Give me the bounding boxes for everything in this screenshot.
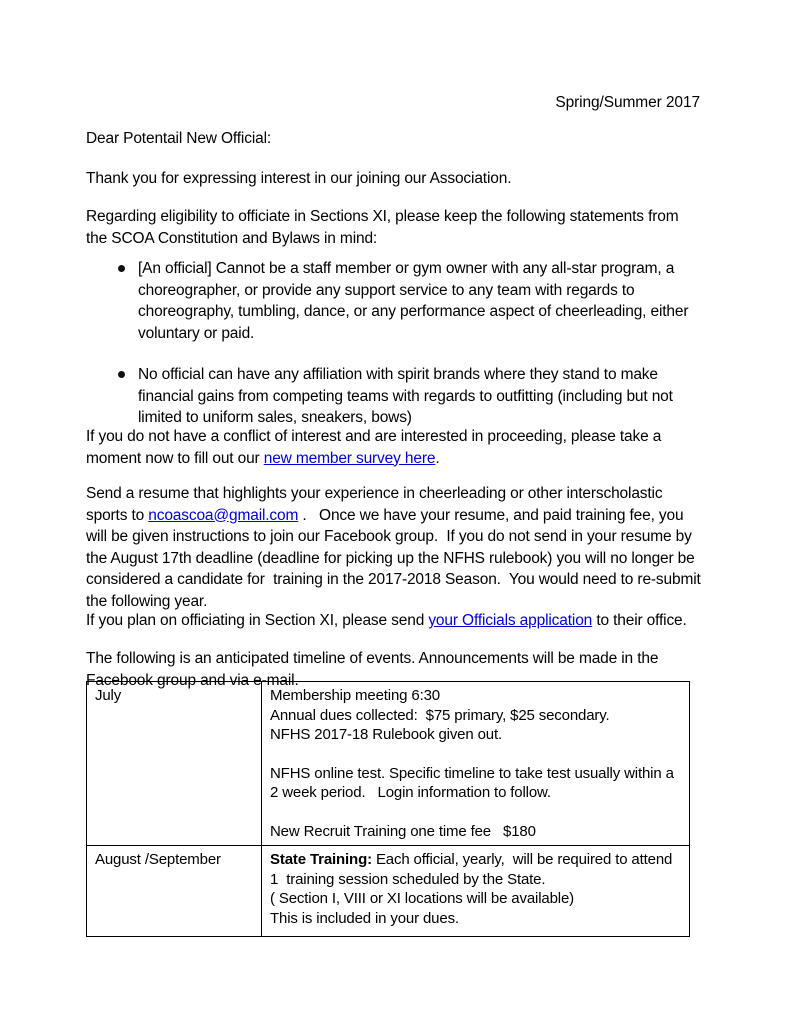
officials-application-link[interactable]: your Officials application [428, 612, 593, 629]
detail-line: NFHS 2017-18 Rulebook given out. [270, 726, 503, 743]
thanks-paragraph: Thank you for expressing interest in our joining our Association. [86, 170, 512, 187]
resume-paragraph [86, 483, 705, 612]
detail-line: NFHS online test. Specific timeline to take test usually within a 2 week period. Login information to follow. [270, 764, 678, 801]
table-cell-month: August /September [87, 846, 262, 937]
timeline-table [86, 681, 690, 937]
resume-text-before: Send a resume that highlights your experience in cheerleading or other interscholastic sports to [86, 485, 663, 524]
detail-line-with-lead [270, 850, 683, 889]
timeline-intro-paragraph: The following is an anticipated timeline of events. Announcements will be made in the Facebook group and via e-mail. [86, 650, 659, 689]
table-row [87, 682, 690, 846]
table-cell-detail [262, 846, 690, 937]
section-application-paragraph [86, 610, 702, 632]
conflict-text-before: If you do not have a conflict of interest and are interested in proceeding, please take a moment now to fill out our [86, 428, 662, 467]
detail-line: Annual dues collected: $75 primary, $25 secondary. [270, 706, 610, 724]
resume-text-after: . Once we have your resume, and paid training fee, you will be given instructions to join our Facebook group. If you do not send in your resume by the August 17th deadline (deadline for picking up the NFHS rulebook) you will no longer be considered a candidate for training in the 2017-2018 Season. You would need to re-submit the following year. [86, 506, 705, 610]
bullet-dot-icon [118, 371, 125, 378]
detail-line: Each official, yearly, will be required to attend 1 training session scheduled by the State. [270, 851, 677, 888]
detail-line: Membership meeting 6:30 [270, 687, 440, 704]
conflict-text-after: . [435, 449, 440, 467]
bullet-text: [An official] Cannot be a staff member or gym owner with any all-star program, a choreographer, or provide any support service to any team with regards to choreography, tumbling, dance, or any performance aspect of cheerleading, either voluntary or paid. [138, 260, 689, 342]
eligibility-paragraph: Regarding eligibility to officiate in Sections XI, please keep the following statements from the SCOA Constitution and Bylaws in mind: [86, 208, 679, 247]
detail-line: New Recruit Training one time fee $180 [270, 822, 536, 840]
list-item [86, 364, 706, 429]
section-text-before: If you plan on officiating in Section XI, please send [86, 612, 429, 629]
new-member-survey-link[interactable]: new member survey here [263, 449, 436, 467]
table-cell-detail [262, 682, 690, 846]
detail-spacer [270, 745, 683, 764]
table-row [87, 846, 690, 937]
greeting-line: Dear Potentail New Official: [86, 130, 272, 147]
detail-spacer [270, 803, 683, 822]
date-line: Spring/Summer 2017 [555, 94, 700, 111]
detail-line: ( Section I, VIII or XI locations will be available) [270, 890, 575, 907]
table-cell-month: July [87, 682, 262, 846]
conflict-paragraph [86, 426, 702, 469]
section-text-after: to their office. [592, 612, 687, 629]
list-item [86, 258, 706, 344]
bullet-text: No official can have any affiliation with spirit brands where they stand to make financial gains from competing teams with regards to outfitting (including but not limited to uniform sales, sneakers, bows) [138, 366, 673, 426]
state-training-label: State Training: [270, 851, 372, 868]
email-link[interactable]: ncoascoa@gmail.com [148, 506, 299, 524]
bullet-dot-icon [118, 265, 125, 272]
eligibility-bullet-list [86, 258, 706, 449]
detail-line: This is included in your dues. [270, 909, 459, 927]
